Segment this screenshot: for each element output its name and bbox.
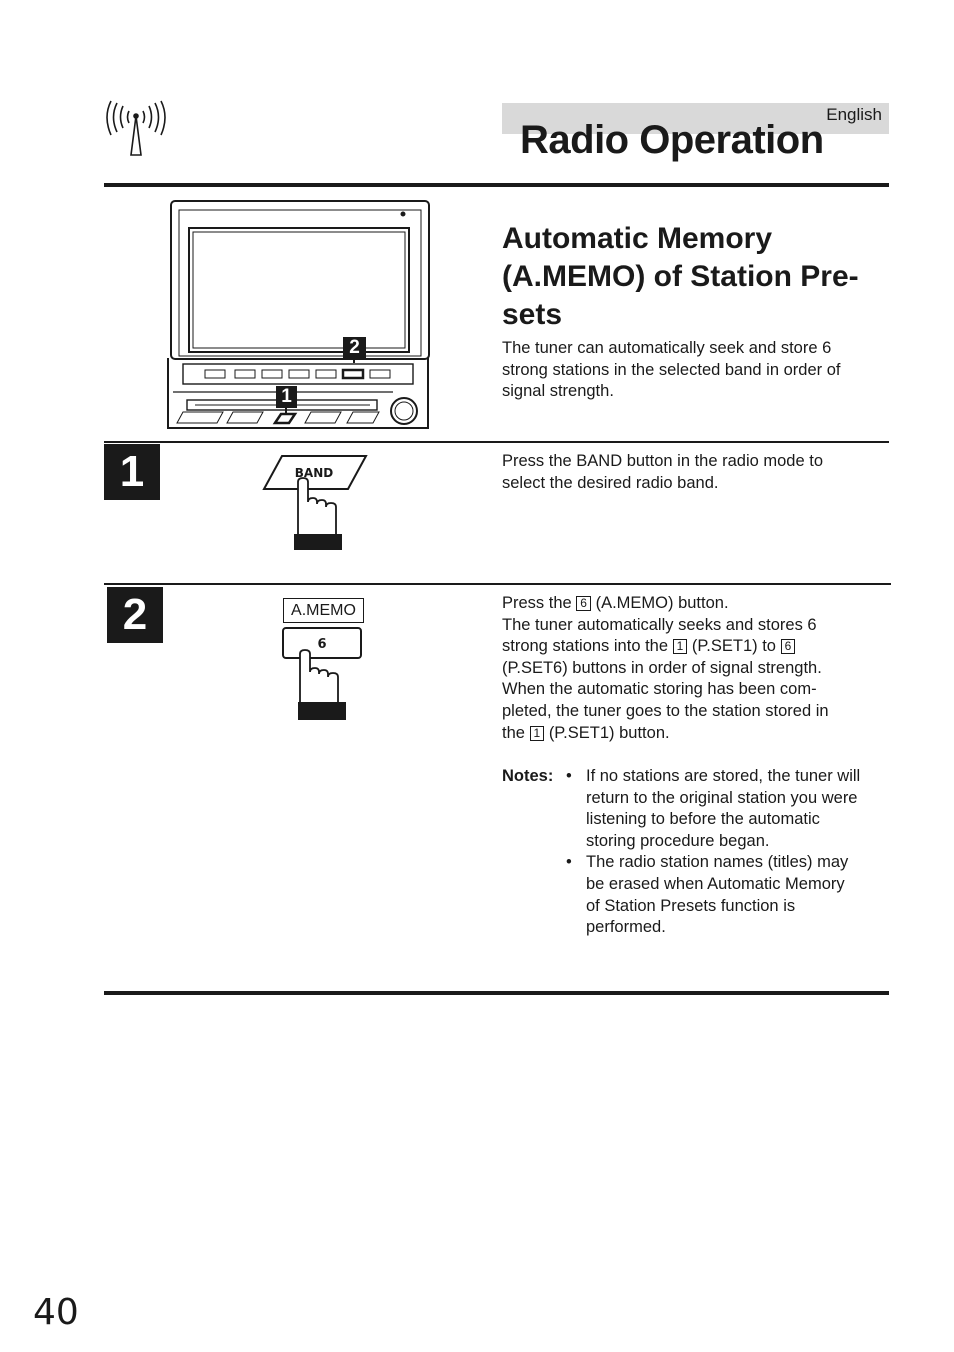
key-1-icon: 1 [530,726,545,741]
step-2-number: 2 [107,587,163,643]
key-1-icon: 1 [673,639,688,654]
notes-list [566,766,892,939]
amemo-button-illustration [280,626,364,727]
note-line: storing procedure began. [586,831,770,850]
language-label: English [826,105,882,124]
step2-line [502,593,887,615]
intro-text [502,338,887,403]
step1-rule [104,441,889,443]
section-title-line: Automatic Memory [502,222,773,255]
step2-line [502,723,887,745]
callout-1: 1 [276,386,297,408]
step2-line: When the automatic storing has been com- [502,680,817,699]
band-button-label: BAND [294,466,334,480]
note-line: return to the original station you were [586,788,858,807]
step1-line: Press the BAND button in the radio mode to [502,452,824,470]
header-rule [104,183,889,187]
step2-text-part: strong stations into the [502,637,669,656]
section-title-line: (A.MEMO) of Station Pre- [502,260,859,293]
note-line: performed. [586,918,666,937]
amemo-label: A.MEMO [283,598,364,623]
note-line: If no stations are stored, the tuner will [586,767,861,785]
note-item [566,766,892,852]
step1-text [502,451,887,494]
amemo-button-label: 6 [317,637,327,652]
step2-text-part: (P.SET1) button. [548,723,670,742]
section-title-line: sets [502,298,563,331]
footer-rule [104,991,889,995]
bullet-icon: • [566,853,572,872]
step2-line: pleted, the tuner goes to the station stored in [502,701,829,720]
page-number: 40 [33,1292,79,1333]
step2-text-part: the [502,723,525,742]
note-item [566,852,892,938]
step2-text-part: (A.MEMO) button. [595,594,729,612]
step2-line [502,636,887,658]
step2-rule [104,583,891,585]
band-button-illustration [260,452,370,557]
note-line: listening to before the automatic [586,810,820,829]
key-6-icon: 6 [576,596,591,611]
antenna-icon [100,100,172,165]
callout-2: 2 [343,337,366,359]
section-title [502,220,892,334]
step2-text [502,593,887,744]
intro-line: The tuner can automatically seek and store 6 [502,339,832,357]
step1-line: select the desired radio band. [502,473,719,492]
step2-line: The tuner automatically seeks and stores 6 [502,615,817,634]
step2-text-part: (P.SET1) to [691,637,776,656]
note-line: be erased when Automatic Memory [586,874,845,893]
bullet-icon: • [566,767,572,785]
intro-line: signal strength. [502,382,614,401]
head-unit-illustration [165,198,435,439]
intro-line: strong stations in the selected band in order of [502,360,841,379]
notes-label: Notes: [502,767,554,785]
step-1-number: 1 [104,444,160,500]
step2-line: (P.SET6) buttons in order of signal strength. [502,658,822,677]
step2-text-part: Press the [502,594,572,612]
note-line: The radio station names (titles) may [586,853,849,872]
note-line: of Station Presets function is [586,896,796,915]
key-6-icon: 6 [781,639,796,654]
page-title: Radio Operation [520,118,824,162]
